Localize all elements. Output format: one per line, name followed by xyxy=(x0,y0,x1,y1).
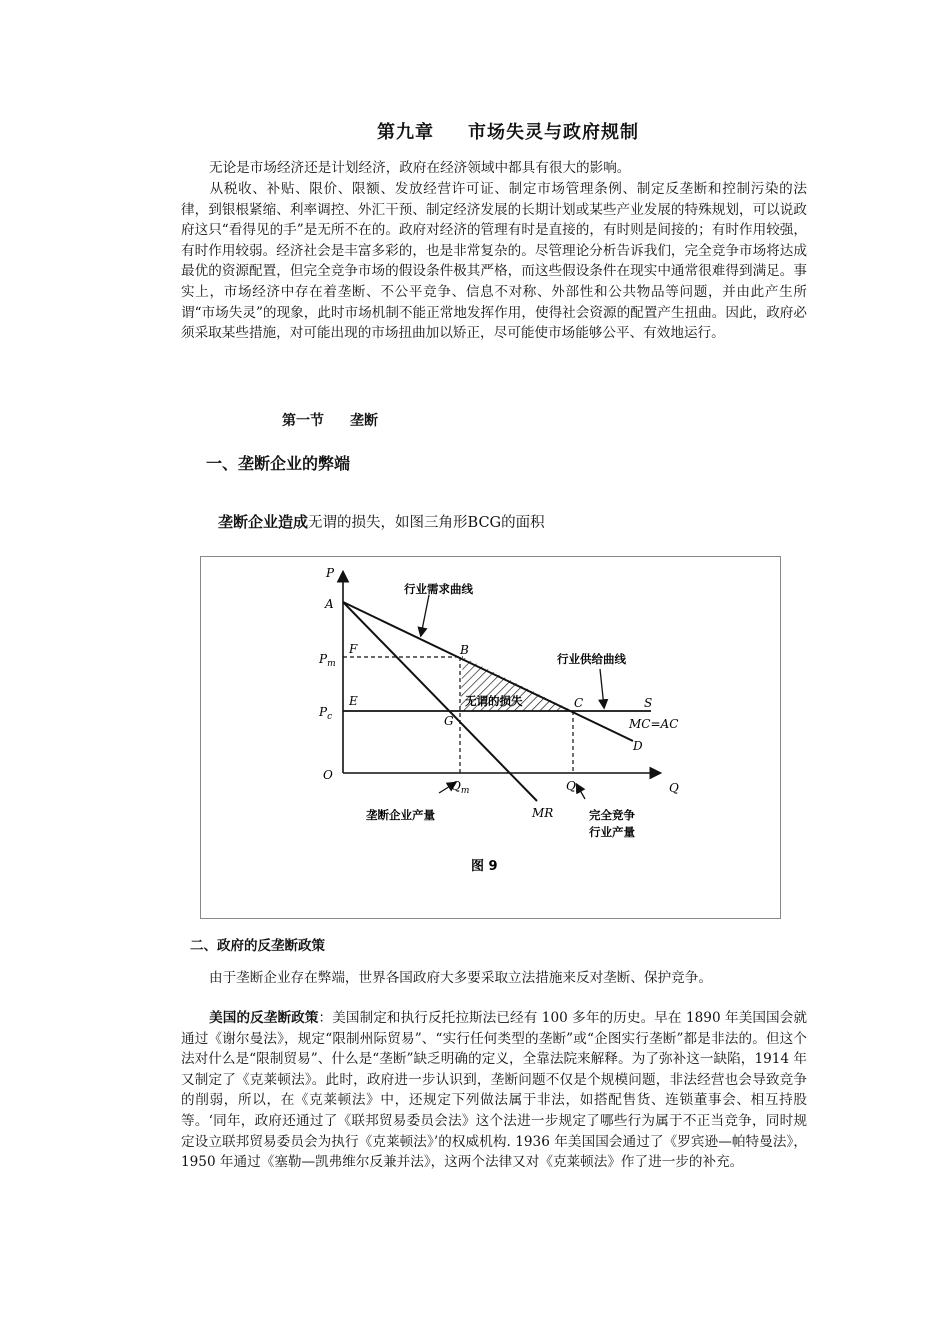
point-b-label: B xyxy=(460,643,469,657)
point-d-label: D xyxy=(633,739,643,753)
heading-antitrust-policy: 二、政府的反垄断政策 xyxy=(190,938,325,954)
point-a-label: A xyxy=(325,597,334,611)
heading-monopoly-drawbacks: 一、垄断企业的弊端 xyxy=(206,454,351,473)
deadweight-loss-diagram xyxy=(201,557,780,918)
mc-ac-label: MC=AC xyxy=(629,717,679,731)
point-f-label: F xyxy=(349,642,358,656)
mr-label: MR xyxy=(532,806,554,820)
deadweight-loss-figure xyxy=(200,556,781,919)
figure-intro-line xyxy=(218,511,545,532)
q-axis-label: Q xyxy=(669,781,679,795)
demand-curve xyxy=(343,602,633,741)
us-antitrust-bold: 美国的反垄断政策 xyxy=(209,1010,319,1026)
origin-label: O xyxy=(323,768,333,782)
monopoly-output-label: 垄断企业产量 xyxy=(366,808,435,822)
body-paragraph-1: 由于垄断企业存在弊端，世界各国政府大多要采取立法措施来反对垄断、保护竞争。 xyxy=(209,970,712,986)
point-c-label: C xyxy=(574,696,584,710)
pc-label: $P_c$ xyxy=(319,705,333,722)
demand-curve-label: 行业需求曲线 xyxy=(404,582,473,596)
competitive-output-label-1: 完全竞争 xyxy=(589,808,635,822)
supply-curve-label: 行业供给曲线 xyxy=(557,652,626,666)
deadweight-loss-label: 无谓的损失 xyxy=(465,694,523,708)
chapter-number: 第九章 xyxy=(377,122,434,143)
pm-label: $P_m$ xyxy=(319,652,336,669)
page-title xyxy=(0,118,950,144)
supply-label-arrow xyxy=(600,669,604,707)
point-g-label: G xyxy=(444,714,454,728)
figure-number: 图 9 xyxy=(471,859,498,874)
competitive-output-label-2: 行业产量 xyxy=(589,825,635,839)
intro-paragraph-2: 从税收、补贴、限价、限额、发放经营许可证、制定市场管理条例、制定反垄断和控制污染的法律，到银根紧缩、利率调控、外汇干预、制定经济发展的长期计划或某些产业发展的特殊规划，可以说政府这只“看得见的手”是无所不在的。政府对经济的管理有时是直接的，有时则是间接的；有时作用较强，有时作用较弱。经济社会是丰富多彩的，也是非常复杂的。尽管理论分析告诉我们，完全竞争市场将达成最优的资源配置，但完全竞争市场的假设条件极其严格，而这些假设条件在现实中通常很难得到满足。事实上，市场经济中存在着垄断、不公平竞争、信息不对称、外部性和公共物品等问题，并由此产生所谓“市场失灵”的现象，此时市场机制不能正常地发挥作用，使得社会资源的配置产生扭曲。因此，政府必须采取某些措施，对可能出现的市场扭曲加以矫正，尽可能使市场能够公平、有效地运行。 xyxy=(181,181,807,342)
point-s-label: S xyxy=(644,696,653,710)
figure-intro-bold: 垄断企业造成 xyxy=(218,513,309,531)
section-heading: 第一节 垄断 xyxy=(282,413,378,429)
qc-label: $Q_c$ xyxy=(566,779,581,796)
chapter-name: 市场失灵与政府规制 xyxy=(468,122,639,143)
p-axis-label: P xyxy=(326,566,335,580)
intro-paragraph-1: 无论是市场经济还是计划经济，政府在经济领域中都具有很大的影响。 xyxy=(209,160,631,176)
qm-label: $Q_m$ xyxy=(451,779,470,796)
point-e-label: E xyxy=(349,694,358,708)
figure-intro-text: 无谓的损失，如图三角形BCG的面积 xyxy=(308,515,545,531)
demand-label-arrow xyxy=(421,595,429,635)
body-paragraph-2: 美国的反垄断政策：美国制定和执行反托拉斯法已经有 100 多年的历史。早在 1890 年美国国会就通过《谢尔曼法》，规定“限制州际贸易”、“实行任何类型的垄断”或“企图实行垄断”都是非法的。但这个法对什么是“限制贸易”、什么是“垄断”缺乏明确的定义，全靠法院来解释。为了弥补这一缺陷，1914 年又制定了《克莱顿法》。此时，政府进一步认识到，垄断问题不仅是个规模问题，非法经营也会导致竞争的削弱，所以，在《克莱顿法》中，还规定下列做法属于非法，如搭配售货、连锁董事会、相互持股等。‘同年，政府还通过了《联邦贸易委员会法》这个法进一步规定了哪些行为属于不正当竞争，同时规定设立联邦贸易委员会为执行《克莱顿法》’的权威机构. 1936 年美国国会通过了《罗宾逊—帕特曼法》， 1950 年通过《塞勒—凯弗维尔反兼并法》，这两个法律又对《克莱顿法》作了进一步的补充。 xyxy=(181,1010,808,1171)
